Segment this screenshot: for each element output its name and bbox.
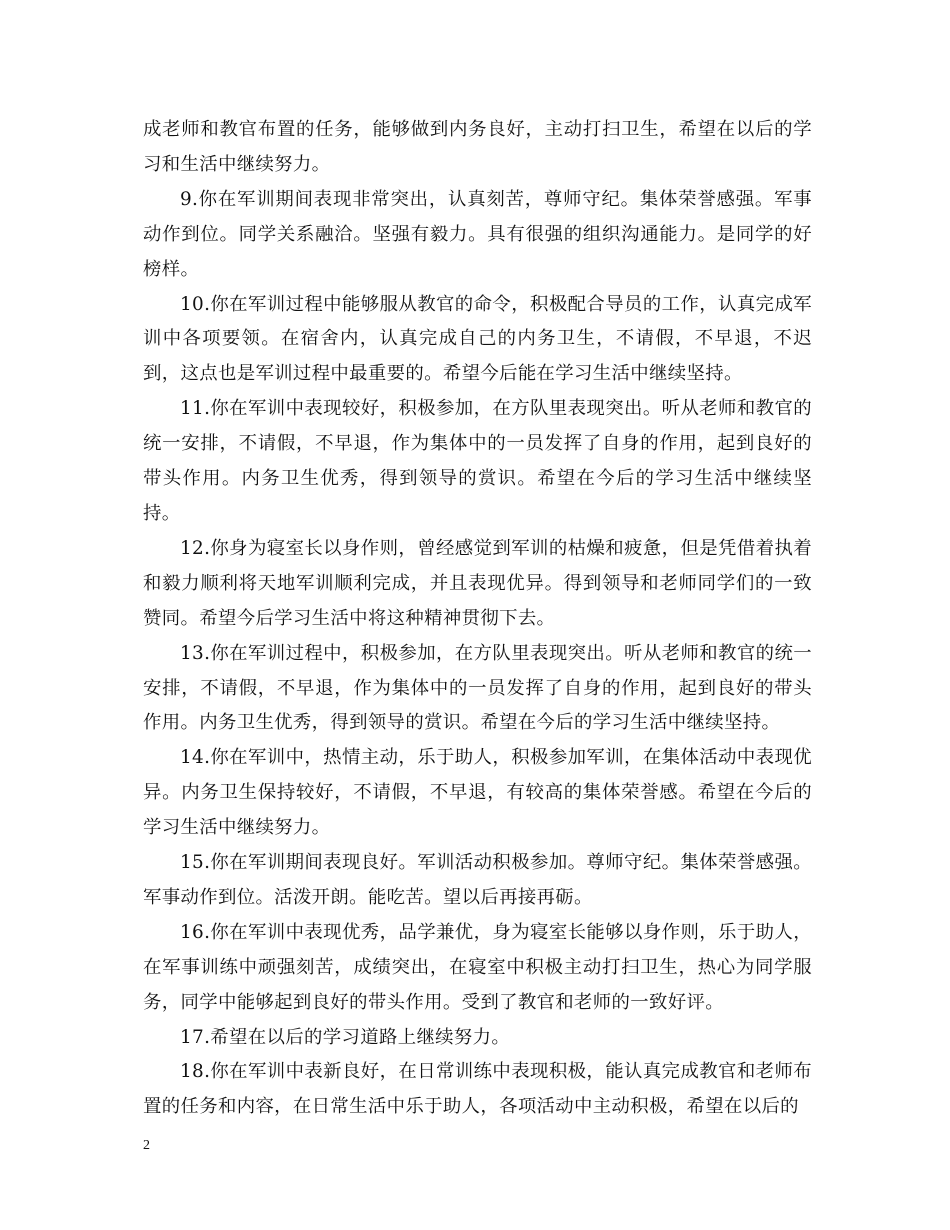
paragraph-item-12: 12.你身为寝室长以身作则，曾经感觉到军训的枯燥和疲惫，但是凭借着执着和毅力顺利将天地军训顺利完成，并且表现优异。得到领导和老师同学们的一致赞同。希望今后学习生活中将这种精神贯彻下去。 xyxy=(143,537,812,629)
page-number: 2 xyxy=(143,1138,150,1153)
document-body xyxy=(143,113,812,1125)
paragraph-item-11: 11.你在军训中表现较好，积极参加，在方队里表现突出。听从老师和教官的统一安排，不请假，不早退，作为集体中的一员发挥了自身的作用，起到良好的带头作用。内务卫生优秀，得到领导的赏识。希望在今后的学习生活中继续坚持。 xyxy=(143,398,812,524)
paragraph-item-13: 13.你在军训过程中，积极参加，在方队里表现突出。听从老师和教官的统一安排，不请假，不早退，作为集体中的一员发挥了自身的作用，起到良好的带头作用。内务卫生优秀，得到领导的赏识。希望在今后的学习生活中继续坚持。 xyxy=(143,642,812,734)
paragraph-item-9: 9.你在军训期间表现非常突出，认真刻苦，尊师守纪。集体荣誉感强。军事动作到位。同学关系融洽。坚强有毅力。具有很强的组织沟通能力。是同学的好榜样。 xyxy=(143,188,812,280)
paragraph-item-14: 14.你在军训中，热情主动，乐于助人，积极参加军训，在集体活动中表现优异。内务卫生保持较好，不请假，不早退，有较高的集体荣誉感。希望在今后的学习生活中继续努力。 xyxy=(143,747,812,839)
paragraph-item-18: 18.你在军训中表新良好，在日常训练中表现积极，能认真完成教官和老师布置的任务和内容，在日常生活中乐于助人，各项活动中主动积极，希望在以后的 xyxy=(143,1061,812,1118)
paragraph-item-16: 16.你在军训中表现优秀，品学兼优，身为寝室长能够以身作则，乐于助人，在军事训练中顽强刻苦，成绩突出，在寝室中积极主动打扫卫生，热心为同学服务，同学中能够起到良好的带头作用。受到了教官和老师的一致好评。 xyxy=(143,921,812,1013)
paragraph-continuation: 成老师和教官布置的任务，能够做到内务良好，主动打扫卫生，希望在以后的学习和生活中继续努力。 xyxy=(143,119,812,175)
paragraph-item-17: 17.希望在以后的学习道路上继续努力。 xyxy=(180,1026,511,1048)
paragraph-item-15: 15.你在军训期间表现良好。军训活动积极参加。尊师守纪。集体荣誉感强。军事动作到位。活泼开朗。能吃苦。望以后再接再砺。 xyxy=(143,852,812,908)
paragraph-item-10: 10.你在军训过程中能够服从教官的命令，积极配合导员的工作，认真完成军训中各项要领。在宿舍内，认真完成自己的内务卫生，不请假，不早退，不迟到，这点也是军训过程中最重要的。希望今后能在学习生活中继续坚持。 xyxy=(143,293,812,385)
